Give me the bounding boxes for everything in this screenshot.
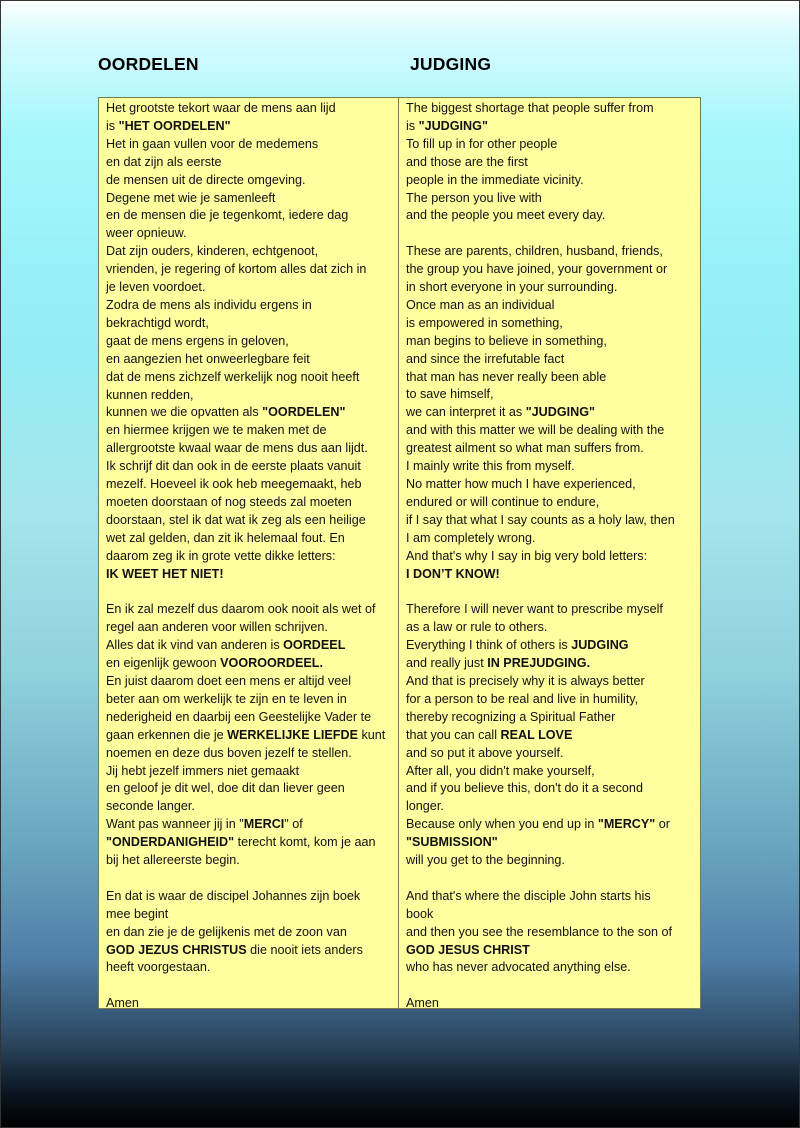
text-segment: die nooit iets anders: [246, 942, 363, 957]
text-segment: je leven voordoet.: [106, 280, 206, 295]
text-segment: terecht komt, kom je aan: [234, 835, 376, 850]
text-line: [106, 136, 392, 154]
text-line: [406, 906, 694, 924]
text-line: [106, 225, 392, 243]
text-segment: wet zal gelden, dan zit ik helemaal fout. En: [106, 530, 345, 545]
text-segment: Once man as an individual: [406, 297, 555, 312]
text-segment: daarom zeg ik in grote vette dikke letters:: [106, 548, 336, 563]
text-segment: Everything I think of others is: [406, 638, 572, 653]
text-line: [106, 619, 392, 637]
text-line: [106, 512, 392, 530]
text-line: [406, 118, 694, 136]
text-segment: is: [406, 118, 419, 133]
text-line: [106, 727, 392, 745]
bold-text: REAL LOVE: [500, 727, 573, 742]
text-segment: that man has never really been able: [406, 369, 607, 384]
text-line: [406, 977, 694, 995]
text-segment: regel aan anderen voor willen schrijven.: [106, 620, 328, 635]
translation-table: [98, 97, 701, 1009]
text-line: [406, 315, 694, 333]
text-segment: And that's why I say in big very bold letters:: [406, 548, 648, 563]
dutch-text-column: [99, 98, 399, 1011]
text-line: [106, 100, 392, 118]
text-segment: These are parents, children, husband, friends,: [406, 244, 663, 259]
text-line: [106, 261, 392, 279]
text-line: [106, 333, 392, 351]
text-line: [406, 100, 694, 118]
text-segment: After all, you didn't make yourself,: [406, 763, 595, 778]
text-segment: Alles dat ik vind van anderen is: [106, 638, 284, 653]
text-segment: Degene met wie je samenleeft: [106, 190, 276, 205]
text-segment: greatest ailment so what man suffers from.: [406, 441, 644, 456]
text-line: [406, 512, 694, 530]
text-line: [106, 207, 392, 225]
bold-text: VOOROORDEEL.: [220, 656, 323, 671]
text-line: [406, 369, 694, 387]
text-segment: the group you have joined, your government or: [406, 262, 668, 277]
text-segment: moeten doorstaan of nog steeds zal moeten: [106, 494, 352, 509]
bold-text: IN PREJUDGING.: [487, 656, 591, 671]
text-segment: En dat is waar de discipel Johannes zijn boek: [106, 888, 361, 903]
text-line: [406, 655, 694, 673]
text-line: [106, 655, 392, 673]
text-segment: bekrachtigd wordt,: [106, 315, 209, 330]
text-line: [406, 172, 694, 190]
text-line: [406, 924, 694, 942]
text-line: [106, 118, 392, 136]
text-line: [406, 476, 694, 494]
bold-text: GOD JEZUS CHRISTUS: [106, 942, 247, 957]
text-line: [406, 422, 694, 440]
bold-text: "JUDGING": [525, 405, 596, 420]
text-line: [406, 709, 694, 727]
text-line: [406, 691, 694, 709]
text-line: [106, 369, 392, 387]
text-line: [106, 476, 392, 494]
text-segment: is: [106, 118, 119, 133]
text-segment: And that's where the disciple John starts his: [406, 888, 651, 903]
text-line: [106, 351, 392, 369]
text-segment: doorstaan, stel ik dat wat ik zeg als een heilige: [106, 512, 366, 527]
text-line: [406, 279, 694, 297]
text-line: [106, 440, 392, 458]
text-line: [406, 995, 694, 1013]
heading-dutch: OORDELEN: [98, 54, 199, 74]
text-line: [406, 852, 694, 870]
text-segment: kunnen redden,: [106, 387, 194, 402]
text-segment: I mainly write this from myself.: [406, 459, 575, 474]
bold-text: "SUBMISSION": [406, 835, 498, 850]
text-segment: en de mensen die je tegenkomt, iedere dag: [106, 208, 349, 223]
text-segment: longer.: [406, 799, 444, 814]
bold-text: "HET OORDELEN": [118, 118, 231, 133]
text-line: [106, 279, 392, 297]
text-line: [106, 548, 392, 566]
text-segment: kunt: [358, 727, 386, 742]
bold-text: OORDEEL: [283, 638, 346, 653]
text-segment: nederigheid en daarbij een Geestelijke Vader te: [106, 709, 372, 724]
text-line: [106, 566, 392, 584]
text-line: [406, 637, 694, 655]
text-segment: " of: [284, 817, 303, 832]
text-line: [106, 154, 392, 172]
text-segment: as a law or rule to others.: [406, 620, 548, 635]
text-segment: To fill up in for other people: [406, 136, 558, 151]
text-line: [406, 207, 694, 225]
text-segment: thereby recognizing a Spiritual Father: [406, 709, 616, 724]
text-segment: people in the immediate vicinity.: [406, 172, 584, 187]
text-segment: The biggest shortage that people suffer from: [406, 101, 654, 115]
text-line: [406, 601, 694, 619]
text-segment: man begins to believe in something,: [406, 333, 607, 348]
bold-text: "MERCY": [597, 817, 656, 832]
text-segment: Therefore I will never want to prescribe myself: [406, 602, 663, 617]
text-line: [406, 458, 694, 476]
text-line: [106, 870, 392, 888]
text-segment: we can interpret it as: [406, 405, 526, 420]
text-segment: mee begint: [106, 906, 169, 921]
text-segment: Het in gaan vullen voor de medemens: [106, 136, 319, 151]
text-segment: dat de mens zichzelf werkelijk nog nooit heeft: [106, 369, 360, 384]
text-segment: kunnen we die opvatten als: [106, 405, 263, 420]
text-line: [106, 494, 392, 512]
text-line: [406, 834, 694, 852]
text-line: [106, 422, 392, 440]
text-line: [106, 834, 392, 852]
text-segment: Ik schrijf dit dan ook in de eerste plaats vanuit: [106, 459, 361, 474]
text-segment: gaan erkennen die je: [106, 727, 228, 742]
text-segment: allergrootste kwaal waar de mens dus aan lijdt.: [106, 441, 368, 456]
bold-text: I DON’T KNOW!: [406, 566, 500, 581]
text-segment: gaat de mens ergens in geloven,: [106, 333, 289, 348]
text-segment: Zodra de mens als individu ergens in: [106, 297, 312, 312]
text-segment: weer opnieuw.: [106, 226, 187, 241]
bold-text: WERKELIJKE LIEFDE: [227, 727, 358, 742]
text-segment: and the people you meet every day.: [406, 208, 606, 223]
text-segment: endured or will continue to endure,: [406, 494, 600, 509]
text-line: [106, 888, 392, 906]
text-line: [406, 583, 694, 601]
text-segment: and with this matter we will be dealing with the: [406, 423, 665, 438]
text-segment: vrienden, je regering of kortom alles dat zich in: [106, 262, 367, 277]
text-line: [406, 942, 694, 960]
text-segment: and if you believe this, don't do it a second: [406, 781, 643, 796]
text-segment: and really just: [406, 656, 488, 671]
text-line: [106, 691, 392, 709]
text-segment: to save himself,: [406, 387, 494, 402]
bold-text: "ONDERDANIGHEID": [106, 835, 235, 850]
text-line: [406, 673, 694, 691]
text-segment: En ik zal mezelf dus daarom ook nooit als wet of: [106, 602, 376, 617]
text-segment: en aangezien het onweerlegbare feit: [106, 351, 310, 366]
text-line: [406, 745, 694, 763]
text-line: [106, 404, 392, 422]
text-line: [106, 816, 392, 834]
text-line: [106, 315, 392, 333]
text-segment: bij het allereerste begin.: [106, 853, 240, 868]
text-line: [406, 261, 694, 279]
text-line: [106, 637, 392, 655]
text-line: [106, 959, 392, 977]
text-line: [106, 763, 392, 781]
text-line: [406, 798, 694, 816]
text-line: [106, 780, 392, 798]
text-segment: en hiermee krijgen we te maken met de: [106, 423, 327, 438]
text-segment: Dat zijn ouders, kinderen, echtgenoot,: [106, 244, 319, 259]
text-segment: and then you see the resemblance to the son of: [406, 924, 673, 939]
text-segment: in short everyone in your surrounding.: [406, 280, 618, 295]
text-line: [106, 709, 392, 727]
text-line: [406, 566, 694, 584]
text-line: [106, 190, 392, 208]
bold-text: "OORDELEN": [262, 405, 346, 420]
text-line: [106, 583, 392, 601]
text-line: [406, 333, 694, 351]
text-segment: and those are the first: [406, 154, 528, 169]
text-segment: or: [655, 817, 670, 832]
english-text-column: [399, 98, 700, 1011]
text-segment: Amen: [106, 996, 139, 1011]
text-segment: en geloof je dit wel, doe dit dan liever geen: [106, 781, 345, 796]
text-line: [406, 816, 694, 834]
text-segment: who has never advocated anything else.: [406, 960, 631, 975]
text-segment: en eigenlijk gewoon: [106, 656, 221, 671]
text-line: [106, 852, 392, 870]
text-line: [406, 136, 694, 154]
bold-text: IK WEET HET NIET!: [106, 566, 224, 581]
text-segment: book: [406, 906, 434, 921]
text-line: [106, 906, 392, 924]
text-segment: en dat zijn als eerste: [106, 154, 222, 169]
text-line: [106, 297, 392, 315]
text-segment: I am completely wrong.: [406, 530, 536, 545]
text-line: [106, 172, 392, 190]
text-line: [406, 727, 694, 745]
text-line: [406, 548, 694, 566]
text-segment: mezelf. Hoeveel ik ook heb meegemaakt, heb: [106, 477, 362, 492]
text-segment: The person you live with: [406, 190, 542, 205]
text-line: [106, 601, 392, 619]
heading-english: JUDGING: [410, 54, 492, 74]
text-line: [106, 387, 392, 405]
text-segment: noemen en deze dus boven jezelf te stellen.: [106, 745, 352, 760]
bold-text: JUDGING: [571, 638, 629, 653]
text-segment: en dan zie je de gelijkenis met de zoon van: [106, 924, 347, 939]
text-line: [106, 745, 392, 763]
text-line: [406, 494, 694, 512]
text-segment: heeft voorgestaan.: [106, 960, 211, 975]
text-line: [406, 404, 694, 422]
text-line: [106, 673, 392, 691]
text-segment: de mensen uit de directe omgeving.: [106, 172, 306, 187]
text-segment: Jij hebt jezelf immers niet gemaakt: [106, 763, 300, 778]
text-segment: is empowered in something,: [406, 315, 563, 330]
text-segment: for a person to be real and live in humility,: [406, 691, 639, 706]
text-line: [406, 870, 694, 888]
text-line: [406, 386, 694, 404]
text-segment: that you can call: [406, 727, 501, 742]
text-line: [106, 977, 392, 995]
text-segment: will you get to the beginning.: [406, 853, 565, 868]
text-segment: And that is precisely why it is always better: [406, 673, 645, 688]
text-segment: seconde langer.: [106, 799, 195, 814]
text-segment: No matter how much I have experienced,: [406, 477, 636, 492]
text-segment: Amen: [406, 996, 439, 1011]
text-line: [106, 458, 392, 476]
text-line: [406, 959, 694, 977]
text-line: [406, 763, 694, 781]
text-line: [406, 225, 694, 243]
text-line: [106, 995, 392, 1013]
text-line: [406, 440, 694, 458]
text-segment: and since the irrefutable fact: [406, 351, 565, 366]
text-segment: Because only when you end up in: [406, 817, 598, 832]
text-line: [406, 888, 694, 906]
bold-text: GOD JESUS CHRIST: [406, 942, 530, 957]
text-segment: En juist daarom doet een mens er altijd veel: [106, 673, 352, 688]
text-line: [406, 351, 694, 369]
text-line: [106, 243, 392, 261]
text-line: [406, 297, 694, 315]
text-line: [406, 780, 694, 798]
text-line: [406, 154, 694, 172]
text-line: [106, 924, 392, 942]
text-segment: Want pas wanneer jij in ": [106, 817, 244, 832]
text-line: [406, 530, 694, 548]
text-line: [106, 798, 392, 816]
bold-text: "JUDGING": [418, 118, 488, 133]
text-segment: Het grootste tekort waar de mens aan lijd: [106, 101, 336, 115]
text-line: [106, 530, 392, 548]
text-line: [406, 619, 694, 637]
text-segment: and so put it above yourself.: [406, 745, 564, 760]
text-line: [406, 190, 694, 208]
bold-text: MERCI: [243, 817, 285, 832]
text-segment: beter aan om werkelijk te zijn en te leven in: [106, 691, 347, 706]
text-segment: if I say that what I say counts as a holy law, then: [406, 512, 675, 527]
text-line: [406, 243, 694, 261]
text-line: [106, 942, 392, 960]
